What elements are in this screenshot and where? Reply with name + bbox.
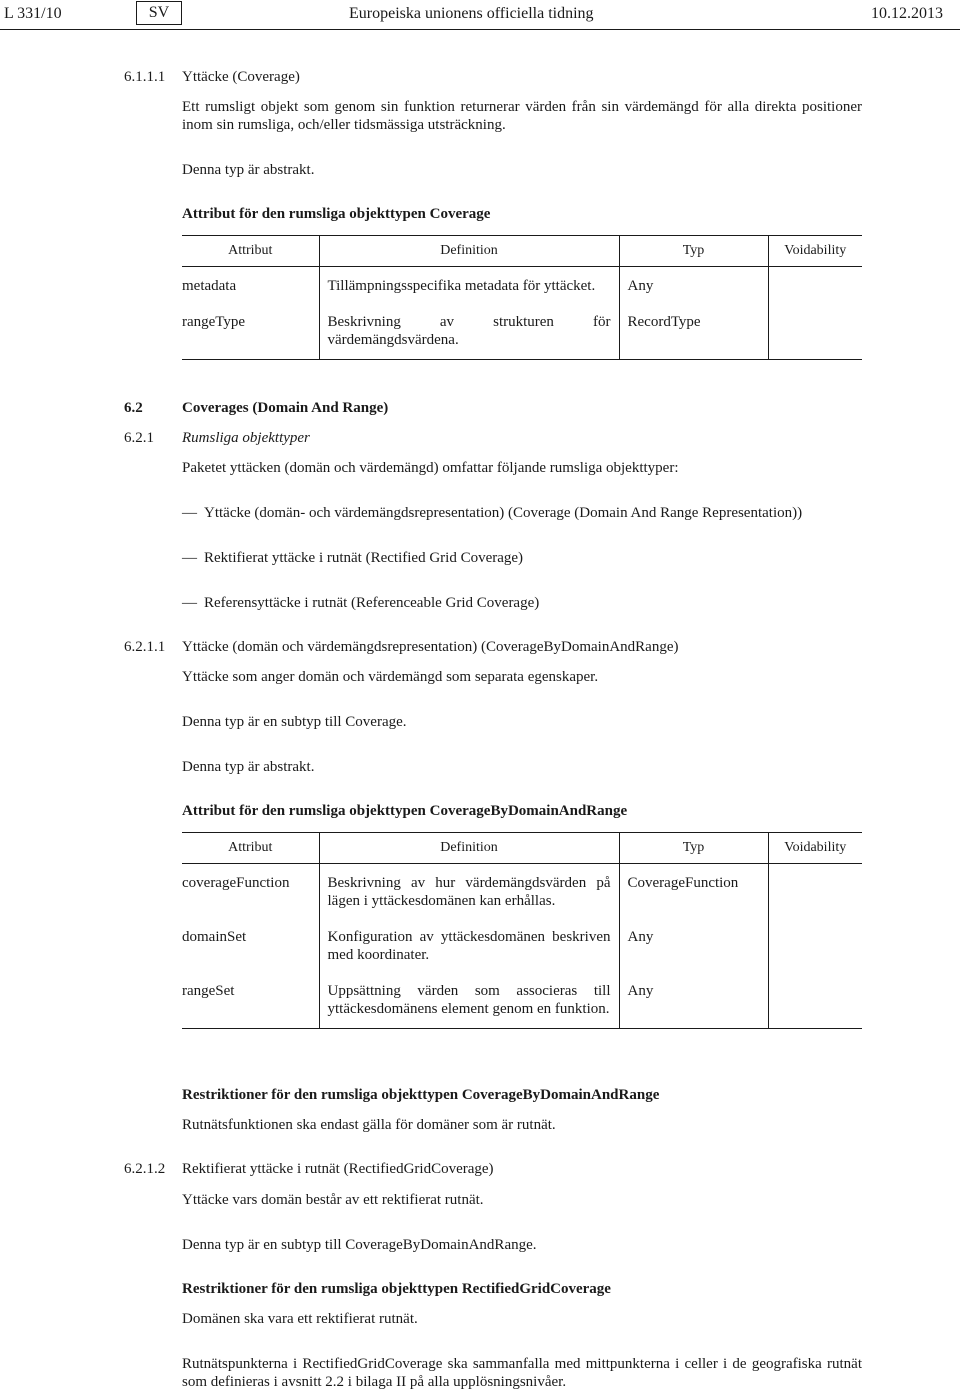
header-rule <box>0 29 960 30</box>
column-header: Typ <box>619 833 768 864</box>
table-row <box>182 928 862 982</box>
column-header: Voidability <box>768 236 862 267</box>
table-header-row <box>182 236 862 267</box>
table-title: Attribut för den rumsliga objekttypen Coverage <box>182 206 491 222</box>
publication-date: 10.12.2013 <box>871 5 943 22</box>
restriction-text: Rutnätsfunktionen ska endast gälla för domäner som är rutnät. <box>182 1117 556 1133</box>
abstract-note: Denna typ är abstrakt. <box>182 162 315 178</box>
attribute-type: Any <box>619 982 768 1029</box>
list-item: — Referensyttäcke i rutnät (Referenceable Grid Coverage) <box>182 594 539 612</box>
section-paragraph: Paketet yttäcken (domän och värdemängd) omfattar följande rumsliga objekttyper: <box>182 460 679 476</box>
attribute-definition: Tillämpningsspecifika metadata för yttäcket. <box>319 267 619 314</box>
restriction-title: Restriktioner för den rumsliga objekttypen CoverageByDomainAndRange <box>182 1087 660 1103</box>
column-header: Definition <box>319 833 619 864</box>
restriction-title: Restriktioner för den rumsliga objekttypen RectifiedGridCoverage <box>182 1281 611 1297</box>
column-header: Definition <box>319 236 619 267</box>
section-number: 6.2.1 <box>124 430 154 446</box>
column-header: Attribut <box>182 833 319 864</box>
section-heading: Coverages (Domain And Range) <box>182 400 389 416</box>
column-header: Voidability <box>768 833 862 864</box>
attribute-definition: Konfiguration av yttäckesdomänen beskriven med koordinater. <box>319 928 619 982</box>
table-row <box>182 267 862 314</box>
section-number: 6.1.1.1 <box>124 69 166 85</box>
table-title: Attribut för den rumsliga objekttypen CoverageByDomainAndRange <box>182 803 628 819</box>
restriction-text: Domänen ska vara ett rektifierat rutnät. <box>182 1311 418 1327</box>
page-header <box>0 0 960 28</box>
attribute-name: metadata <box>182 278 237 294</box>
list-item: — Yttäcke (domän- och värdemängdsrepresentation) (Coverage (Domain And Range Representation)) <box>182 504 802 522</box>
attribute-table-coverage-by-domain-and-range <box>182 832 862 1029</box>
section-number: 6.2.1.2 <box>124 1161 166 1177</box>
attribute-definition: Beskrivning av hur värdemängdsvärden på lägen i yttäckesdomänen kan erhållas. <box>319 864 619 929</box>
subtype-note: Denna typ är en subtyp till CoverageByDomainAndRange. <box>182 1237 537 1253</box>
section-number: 6.2.1.1 <box>124 639 166 655</box>
table-row <box>182 982 862 1029</box>
attribute-name: rangeType <box>182 313 319 360</box>
attribute-definition: Beskrivning av strukturen för värdemängdsvärdena. <box>319 313 619 360</box>
attribute-table-coverage <box>182 235 862 360</box>
attribute-voidability <box>768 928 862 982</box>
attribute-voidability <box>768 313 862 360</box>
attribute-name: rangeSet <box>182 982 319 1029</box>
attribute-voidability <box>768 267 862 314</box>
section-heading: Rektifierat yttäcke i rutnät (RectifiedGridCoverage) <box>182 1161 494 1177</box>
table-row <box>182 313 862 360</box>
abstract-note: Denna typ är abstrakt. <box>182 759 315 775</box>
attribute-voidability <box>768 864 862 929</box>
journal-reference: L 331/10 <box>4 5 62 22</box>
language-badge: SV <box>136 1 182 25</box>
subtype-note: Denna typ är en subtyp till Coverage. <box>182 714 407 730</box>
attribute-definition: Uppsättning värden som associeras till yttäckesdomänens element genom en funktion. <box>319 982 619 1029</box>
attribute-type: Any <box>619 267 768 314</box>
table-header-row <box>182 833 862 864</box>
section-paragraph: Yttäcke som anger domän och värdemängd som separata egenskaper. <box>182 669 599 685</box>
column-header: Typ <box>619 236 768 267</box>
section-paragraph: Ett rumsligt objekt som genom sin funktion returnerar värden från sin värdemängd för alla direkta positioner inom sin rumsliga, och/eller tidsmässiga utsträckning. <box>182 99 862 133</box>
attribute-type: CoverageFunction <box>619 864 768 929</box>
list-item: — Rektifierat yttäcke i rutnät (Rectified Grid Coverage) <box>182 549 523 567</box>
restriction-text: Rutnätspunkterna i RectifiedGridCoverage ska sammanfalla med mittpunkterna i celler i de geografiska rutnät som definieras i avsnitt 2.2 i bilaga II på alla upplösningsnivåer. <box>182 1356 862 1390</box>
attribute-name: coverageFunction <box>182 875 290 891</box>
attribute-type: RecordType <box>619 313 768 360</box>
section-heading: Rumsliga objekttyper <box>182 430 310 446</box>
attribute-name: domainSet <box>182 929 247 945</box>
section-number: 6.2 <box>124 400 143 416</box>
section-heading: Yttäcke (Coverage) <box>182 69 300 85</box>
attribute-type: Any <box>619 928 768 982</box>
attribute-voidability <box>768 982 862 1029</box>
section-paragraph: Yttäcke vars domän består av ett rektifierat rutnät. <box>182 1192 484 1208</box>
journal-title: Europeiska unionens officiella tidning <box>349 5 594 22</box>
table-row <box>182 864 862 929</box>
column-header: Attribut <box>182 236 319 267</box>
section-heading: Yttäcke (domän och värdemängdsrepresentation) (CoverageByDomainAndRange) <box>182 639 679 655</box>
